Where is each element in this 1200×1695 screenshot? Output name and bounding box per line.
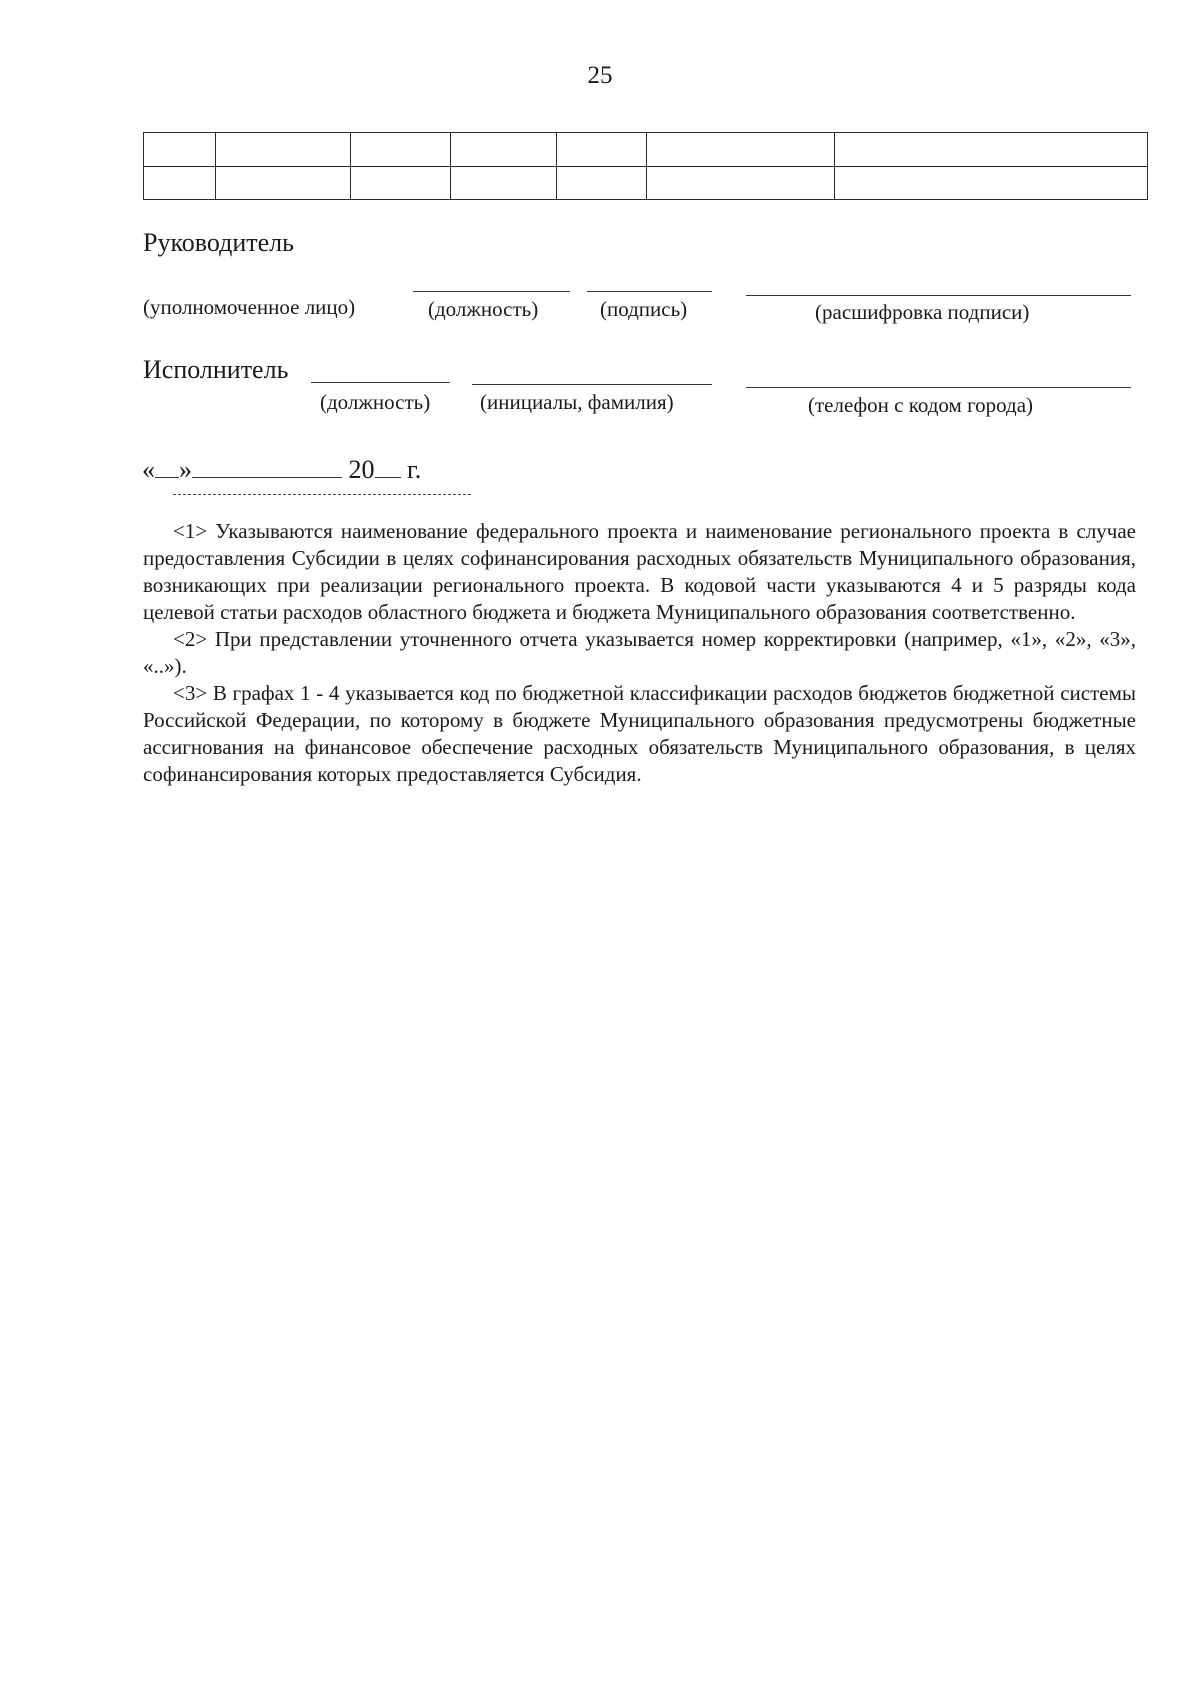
table-cell (144, 166, 216, 200)
month-blank (192, 476, 342, 478)
head-label: Руководитель (143, 228, 294, 257)
table-row (144, 133, 1148, 167)
table-cell (351, 133, 451, 167)
position-caption: (должность) (428, 297, 539, 321)
authorized-caption: (уполномоченное лицо) (143, 295, 356, 319)
table-cell (351, 166, 451, 200)
executor-name-caption: (инициалы, фамилия) (480, 390, 674, 414)
table-cell (647, 166, 835, 200)
day-blank (155, 476, 179, 478)
table-cell (216, 133, 351, 167)
footnote-2: <2> При представлении уточненного отчета указывается номер корректировки (например, «1», «2», «3», «..»). (143, 627, 1136, 678)
date-close-quote: » (179, 455, 192, 484)
table-cell (647, 133, 835, 167)
position-line (413, 291, 570, 292)
signature-caption: (подпись) (600, 297, 688, 321)
table-cell (835, 133, 1148, 167)
table-cell (451, 166, 557, 200)
decoding-caption: (расшифровка подписи) (815, 300, 1030, 324)
page-number: 25 (587, 62, 613, 89)
table-cell (557, 166, 647, 200)
executor-position-line (311, 382, 450, 383)
table-cell (144, 133, 216, 167)
report-table (143, 132, 1148, 200)
footnotes (143, 518, 1136, 788)
signature-line (587, 291, 712, 292)
year-blank (375, 476, 401, 478)
date-line (142, 455, 421, 485)
decoding-line (746, 295, 1131, 296)
table-cell (216, 166, 351, 200)
phone-line (746, 387, 1131, 388)
table-row (144, 166, 1148, 200)
executor-position-caption: (должность) (320, 390, 431, 414)
phone-caption: (телефон с кодом города) (808, 393, 1034, 417)
date-open-quote: « (142, 455, 155, 484)
table-cell (557, 133, 647, 167)
table-cell (835, 166, 1148, 200)
footnote-3: <3> В графах 1 - 4 указывается код по бюджетной классификации расходов бюджетов бюджетной системы Российской Федерации, по которому в бюджете Муниципального образования предусмотрены бюджетные ассигнования на финансовое обеспечение расходных обязательств Муниципального образования, в целях софинансирования которых предоставляется Субсидия. (143, 681, 1136, 786)
footnote-separator (173, 494, 471, 495)
footnote-1: <1> Указываются наименование федерального проекта и наименование регионального проекта в случае предоставления Субсидии в целях софинансирования расходных обязательств Муниципального образования, возникающих при реализации регионального проекта. В кодовой части указываются 4 и 5 разряды кода целевой статьи расходов областного бюджета и бюджета Муниципального образования соответственно. (143, 519, 1136, 624)
table-cell (451, 133, 557, 167)
year-prefix: 20 (348, 455, 375, 484)
executor-name-line (472, 384, 712, 385)
executor-label: Исполнитель (143, 355, 289, 384)
year-suffix: г. (407, 455, 422, 484)
